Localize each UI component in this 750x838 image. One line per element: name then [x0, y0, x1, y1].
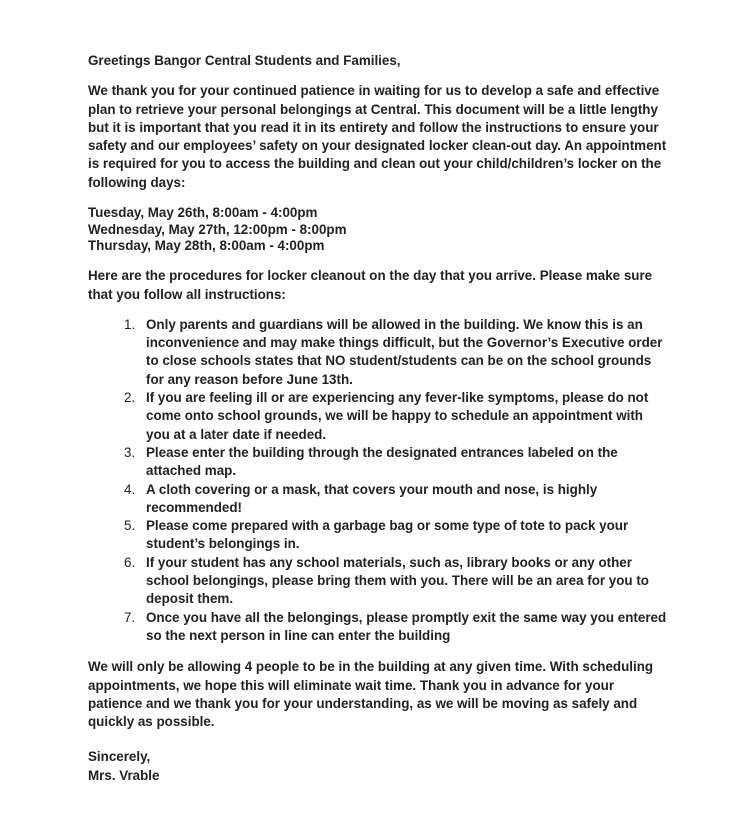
step-number: 7.: [124, 609, 136, 625]
step-text: If your student has any school materials, such as, library books or any other school belongings, please bring them with you. There will be an area for you to deposit them.: [146, 554, 649, 607]
procedure-step: [88, 316, 668, 389]
signoff-salutation: Sincerely,: [88, 749, 151, 765]
schedule-day: Thursday, May 28th, 8:00am - 4:00pm: [88, 238, 325, 254]
step-number: 3.: [124, 444, 136, 460]
step-number: 1.: [124, 316, 136, 332]
letter-closing-paragraph: We will only be allowing 4 people to be in the building at any given time. With scheduling appointments, we hope this will eliminate wait time. Thank you in advance for your patience and we thank you for your understanding, as we will be moving as safely and quickly as possible.: [88, 659, 654, 730]
procedure-step: [88, 609, 668, 646]
procedure-step: [88, 517, 668, 554]
schedule-day: Tuesday, May 26th, 8:00am - 4:00pm: [88, 205, 318, 221]
step-text: Please enter the building through the designated entrances labeled on the attached map.: [146, 444, 618, 479]
step-text: If you are feeling ill or are experiencing any fever-like symptoms, please do not come onto school grounds, we will be happy to schedule an appointment with you at a later date if needed.: [146, 390, 649, 442]
step-text: Only parents and guardians will be allowed in the building. We know this is an inconvenience and may make things difficult, but the Governor’s Executive order to close schools states that NO student/students can be on the school grounds for any reason before June 13th.: [146, 316, 663, 387]
procedure-step: [88, 554, 668, 609]
schedule-day: Wednesday, May 27th, 12:00pm - 8:00pm: [88, 221, 347, 237]
cleanout-schedule: [88, 205, 668, 255]
procedure-step: [88, 444, 668, 481]
procedure-steps-list: [88, 316, 668, 645]
letter-signoff: [88, 748, 668, 785]
step-number: 4.: [124, 481, 136, 497]
step-number: 2.: [124, 390, 136, 406]
step-text: Please come prepared with a garbage bag or some type of tote to pack your student’s belongings in.: [146, 518, 629, 552]
step-text: Once you have all the belongings, please promptly exit the same way you entered so the next person in line can enter the building: [146, 609, 667, 643]
step-number: 5.: [124, 518, 136, 534]
letter-page: [88, 52, 668, 785]
procedure-step: [88, 481, 668, 518]
letter-intro-paragraph: We thank you for your continued patience in waiting for us to develop a safe and effective plan to retrieve your personal belongings at Central. This document will be a little lengthy but it is important that you read it in its entirety and follow the instructions to ensure your safety and our employees’ safety on your designated locker clean-out day. An appointment is required for you to access the building and clean out your child/children’s locker on the following days:: [88, 83, 667, 190]
signature-name: Mrs. Vrable: [88, 767, 160, 783]
step-text: A cloth covering or a mask, that covers your mouth and nose, is highly recommended!: [146, 481, 598, 515]
letter-greeting: Greetings Bangor Central Students and Families,: [88, 53, 401, 68]
procedure-step: [88, 389, 668, 444]
step-number: 6.: [124, 554, 136, 570]
procedures-intro: Here are the procedures for locker cleanout on the day that you arrive. Please make sure that you follow all instructions:: [88, 267, 653, 302]
